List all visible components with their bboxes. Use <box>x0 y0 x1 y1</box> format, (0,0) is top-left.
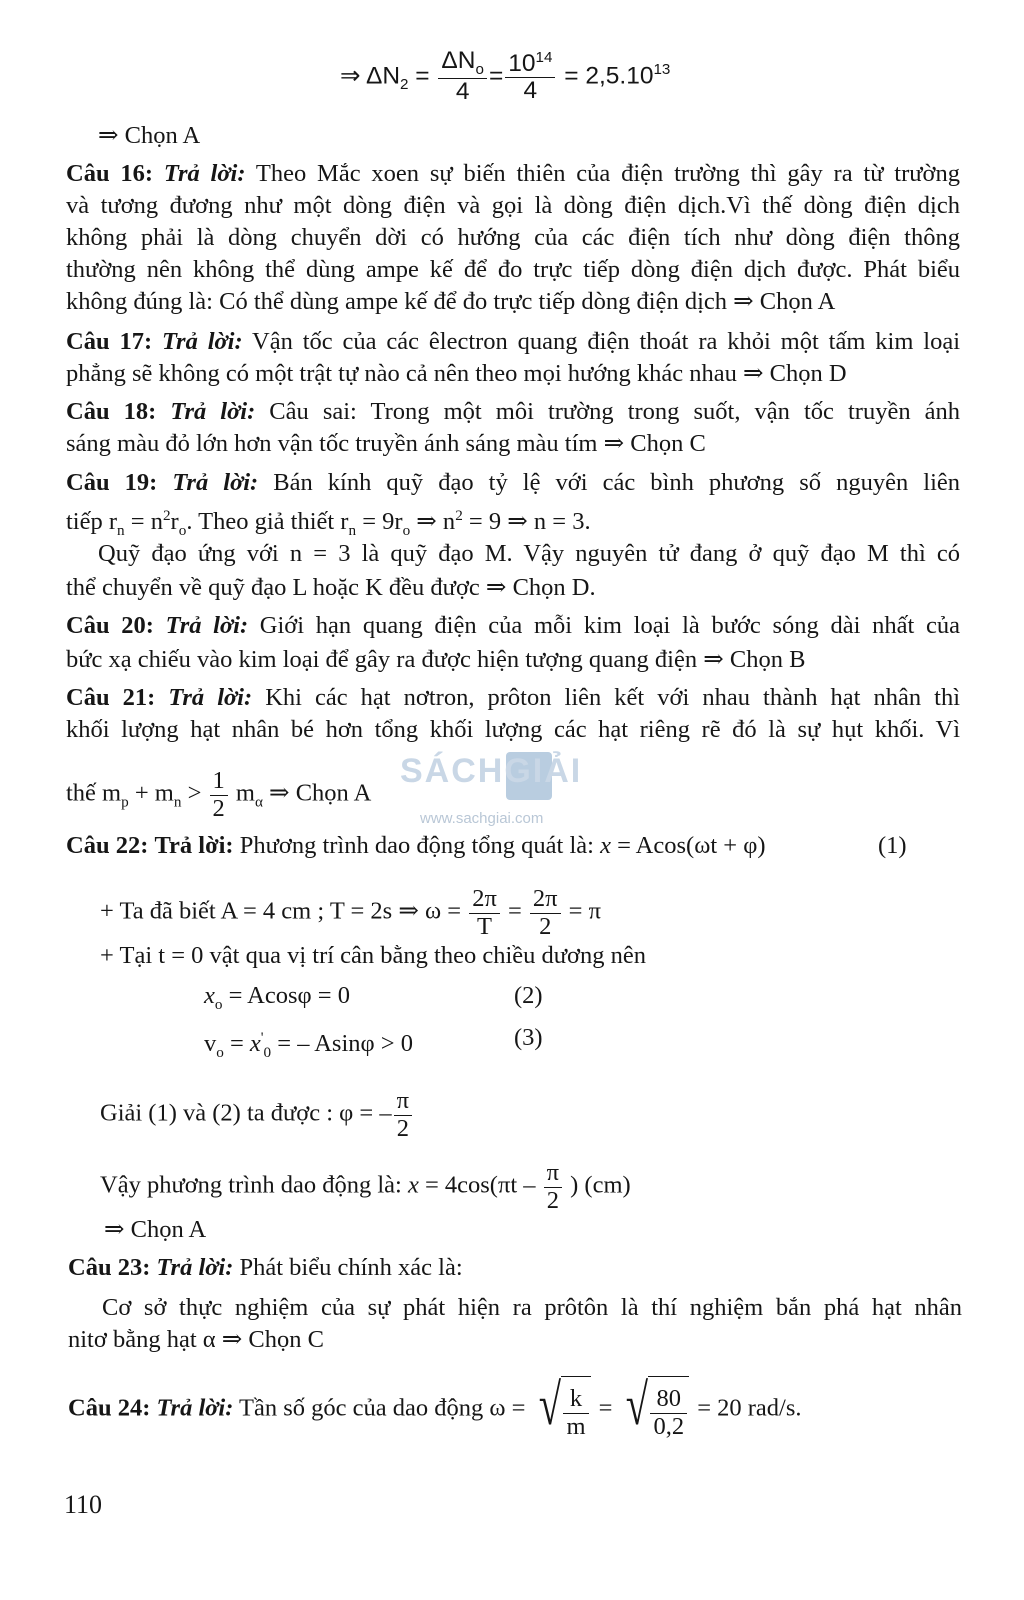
top-equation: ⇒ $\Delta N_2$ = $\frac{\Delta N_o}{4}$ = $\frac{10^{14}}{4}$ = $2,5.10^{13}$ <box>340 47 671 106</box>
q17-line-2: phẳng sẽ không có một trật tự nào cả nên theo mọi hướng khác nhau ⇒ Chọn D <box>66 360 847 387</box>
q16-line-5: không đúng là: Có thể dùng ampe kế để đo trực tiếp dòng điện dịch ⇒ Chọn A <box>66 288 836 315</box>
q18-line-1: Câu 18: Trả lời: Câu sai: Trong một môi trường trong suốt, vận tốc truyền ánh <box>66 398 961 425</box>
q19-line-2: tiếp $r_n = n^2r_o$. Theo giả thiết $r_n = 9r_o$ ⇒ $n^2 = 9$ ⇒ n = 3. <box>66 507 591 540</box>
fraction: $\frac{10^{14}}{4}$ <box>505 49 555 105</box>
watermark-brand: SÁCHGIẢI <box>400 752 583 790</box>
q23-para-line-1: Cơ sở thực nghiệm của sự phát hiện ra prôtôn là thí nghiệm bắn phá hạt nhân <box>102 1294 962 1321</box>
watermark-logo <box>400 752 600 812</box>
sqrt-k-over-m: √ $\frac{k}{m}$ <box>534 1376 591 1444</box>
page-number: 110 <box>64 1490 103 1519</box>
fraction-pi-half: $\frac{\pi}{2}$ <box>394 1088 412 1142</box>
q16-line-2: và tương đương như một dòng điện và gọi là dòng điện dịch.Vì thế dòng điện dịch <box>66 192 960 219</box>
watermark-url: www.sachgiai.com <box>420 810 544 827</box>
q22-line-3: + Tại t = 0 vật qua vị trí cân bằng theo chiều dương nên <box>100 942 646 969</box>
q16-line-4: thường nên không thể dùng ampe kế để đo trực tiếp dòng điện dịch được. Phát biểu <box>66 256 960 283</box>
q22-solve: Giải (1) và (2) ta được : φ = – $\frac{\pi}{2}$ <box>100 1088 994 1142</box>
q17-line-1: Câu 17: Trả lời: Vận tốc của các êlectron quang điện thoát ra khỏi một tấm kim loại <box>66 328 960 355</box>
q18-line-2: sáng màu đỏ lớn hơn vận tốc truyền ánh sáng màu tím ⇒ Chọn C <box>66 430 706 457</box>
q22-eq-2: $x_o = Acos\varphi = 0$ (2) <box>204 982 543 1013</box>
fraction: $\frac{2\pi}{T}$ <box>469 886 500 940</box>
fraction: $\frac{k}{m}$ <box>563 1386 588 1440</box>
fraction: $\frac{2\pi}{2}$ <box>530 886 561 940</box>
fraction: $\frac{80}{0,2}$ <box>650 1386 687 1440</box>
q23-para-line-2: nitơ bằng hạt α ⇒ Chọn C <box>68 1326 324 1353</box>
q19-line-1: Câu 19: Trả lời: Bán kính quỹ đạo tỷ lệ với các bình phương số nguyên liên <box>66 469 960 496</box>
q19-para-line-2: thể chuyển về quỹ đạo L hoặc K đều được ⇒ Chọn D. <box>66 574 596 601</box>
q22-line-2: + Ta đã biết A = 4 cm ; T = 2s ⇒ ω = $\frac{2\pi}{T}$ = $\frac{2\pi}{2}$ = π <box>100 885 601 940</box>
q22-line-1: Câu 22: Trả lời: Phương trình dao động tổng quát là: x = Acos(ωt + φ) (1) <box>66 832 907 859</box>
fraction-pi-half: $\frac{\pi}{2}$ <box>544 1160 562 1214</box>
q19-para-line-1: Quỹ đạo ứng với n = 3 là quỹ đạo M. Vậy nguyên tử đang ở quỹ đạo M thì có <box>98 540 960 567</box>
q16-line-3: không phải là dòng chuyển dời có hướng của các điện tích như dòng điện thông <box>66 224 960 251</box>
q21-line-3: thế $m_p + m_n$ > $\frac{1}{2}$ $m_\alpha$ ⇒ Chọn A <box>66 767 372 822</box>
choose-a-top: ⇒ Chọn A <box>98 122 201 149</box>
q22-choose: ⇒ Chọn A <box>104 1216 207 1243</box>
q16-line-1: Câu 16: Trả lời: Theo Mắc xoen sự biến thiên của điện trường thì gây ra từ trường <box>66 160 961 187</box>
q24-line: Câu 24: Trả lời: Tần số góc của dao động ω = √ $\frac{k}{m}$ = √ $\frac{80}{0,2}$ = 20 rad/s. <box>68 1376 962 1444</box>
q20-line-2: bức xạ chiếu vào kim loại để gây ra được hiện tượng quang điện ⇒ Chọn B <box>66 646 806 673</box>
q23-line-1: Câu 23: Trả lời: Phát biểu chính xác là: <box>68 1254 463 1281</box>
fraction: $\frac{\Delta N_o}{4}$ <box>438 48 487 106</box>
q22-eq-3: $v_o = x'_0$ = – Asinφ > 0 (3) <box>204 1024 543 1062</box>
sqrt-80-over-0-2: √ $\frac{80}{0,2}$ <box>621 1376 689 1444</box>
q21-line-1: Câu 21: Trả lời: Khi các hạt nơtron, prôton liên kết với nhau thành hạt nhân thì <box>66 684 961 711</box>
q21-line-2: khối lượng hạt nhân bé hơn tổng khối lượng các hạt riêng rẽ đó là sự hụt khối. Vì <box>66 716 960 743</box>
q20-line-1: Câu 20: Trả lời: Giới hạn quang điện của mỗi kim loại là bước sóng dài nhất của <box>66 612 961 639</box>
q22-result: Vậy phương trình dao động là: x = 4cos(πt – $\frac{\pi}{2}$ ) (cm) <box>100 1159 631 1214</box>
fraction-one-half: $\frac{1}{2}$ <box>210 768 228 822</box>
